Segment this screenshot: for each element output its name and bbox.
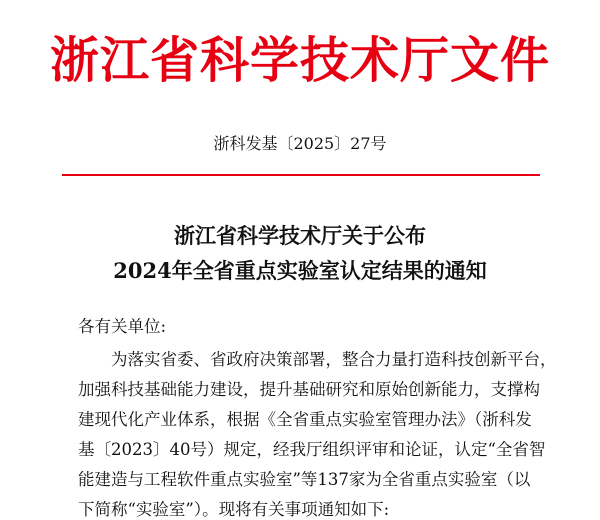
salutation: 各有关单位: (78, 317, 167, 336)
notice-title-line-1: 浙江省科学技术厅关于公布 (174, 223, 426, 248)
body-line: 下简称“实验室”）。现将有关事项通知如下: (78, 500, 390, 519)
document-number: 浙科发基〔2025〕27号 (213, 134, 387, 153)
notice-title-line-2: 2024年全省重点实验室认定结果的通知 (113, 258, 487, 283)
body-line: 加强科技基础能力建设，提升基础研究和原始创新能力，支撑构 (78, 380, 540, 399)
body-line: 基〔2023〕40号）规定，经我厅组织评审和论证，认定“全省智 (78, 440, 546, 459)
body-line: 建现代化产业体系，根据《全省重点实验室管理办法》（浙科发 (78, 410, 532, 429)
document-header-title: 浙江省科学技术厅文件 (49, 31, 550, 89)
body-line: 为落实省委、省政府决策部署，整合力量打造科技创新平台， (78, 350, 557, 369)
red-divider (62, 174, 540, 176)
body-line: 能建造与工程软件重点实验室”等137家为全省重点实验室（以 (78, 470, 531, 489)
